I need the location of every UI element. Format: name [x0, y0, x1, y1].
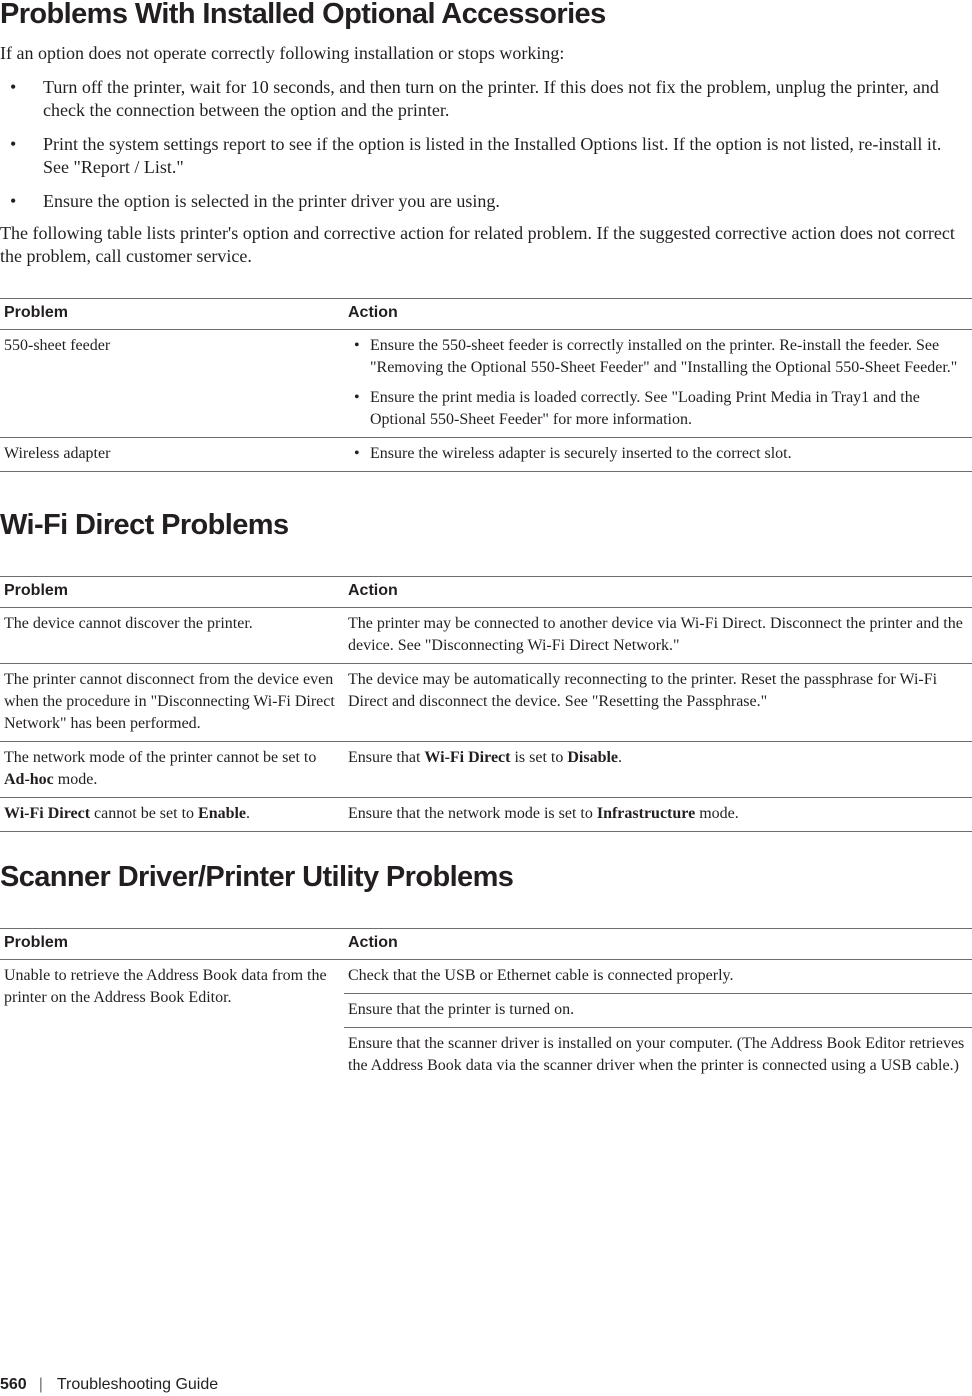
- intro-paragraph: If an option does not operate correctly following installation or stops working:: [0, 43, 565, 63]
- action-cell: Ensure that the printer is turned on.: [344, 994, 972, 1028]
- disable-keyword: Disable: [567, 749, 619, 766]
- list-item: • Ensure the print media is loaded correctly. See "Loading Print Media in Tray1 and the Optional 550-Sheet Feeder" for more information.: [354, 389, 920, 428]
- bullet-icon: •: [10, 77, 17, 97]
- bullet-icon: •: [354, 389, 360, 406]
- bullet-icon: •: [10, 134, 17, 154]
- section-title-optional-accessories: Problems With Installed Optional Accessories: [0, 0, 606, 30]
- wifi-direct-table: [0, 576, 972, 832]
- bullet-icon: •: [354, 445, 360, 462]
- action-cell: The device may be automatically reconnecting to the printer. Reset the passphrase for Wi-Fi Direct and disconnect the device. See "Resetting the Passphrase.": [344, 664, 972, 742]
- table-row: [0, 664, 972, 742]
- footer-separator: |: [38, 1376, 43, 1393]
- section-title-scanner-driver: Scanner Driver/Printer Utility Problems: [0, 861, 514, 893]
- infrastructure-keyword: Infrastructure: [596, 805, 696, 822]
- column-header-problem: Problem: [0, 577, 344, 608]
- problem-cell: Wi-Fi Direct cannot be set to Enable.: [0, 798, 344, 832]
- action-cell: Check that the USB or Ethernet cable is connected properly.: [344, 960, 972, 994]
- problem-cell: The printer cannot disconnect from the device even when the procedure in "Disconnecting Wi-Fi Direct Network" has been performed.: [0, 664, 344, 742]
- column-header-action: Action: [344, 929, 972, 960]
- table-row: [0, 438, 972, 472]
- action-cell: [344, 330, 972, 438]
- table-header-row: [0, 577, 972, 608]
- guide-title: Troubleshooting Guide: [56, 1376, 219, 1393]
- list-item: • Print the system settings report to see if the option is listed in the Installed Options list. If the option is not listed, re-install it. See "Report / List.": [10, 134, 942, 177]
- optional-accessories-table: [0, 298, 972, 472]
- page-number: 560: [0, 1376, 27, 1393]
- table-intro-paragraph: The following table lists printer's option and corrective action for related problem. If the suggested corrective action does not correct the problem, call customer service.: [0, 223, 955, 266]
- column-header-action: Action: [344, 577, 972, 608]
- problem-cell: The device cannot discover the printer.: [0, 608, 344, 664]
- problem-cell: The network mode of the printer cannot be set to Ad-hoc mode.: [0, 742, 344, 798]
- table-header-row: [0, 299, 972, 330]
- scanner-driver-table: [0, 928, 972, 1083]
- problem-cell: 550-sheet feeder: [0, 330, 344, 438]
- list-item: • Ensure the wireless adapter is securely inserted to the correct slot.: [348, 443, 968, 465]
- action-cell: The printer may be connected to another device via Wi-Fi Direct. Disconnect the printer and the device. See "Disconnecting Wi-Fi Direct Network.": [344, 608, 972, 664]
- page-footer: [0, 1376, 218, 1394]
- table-row: [0, 798, 972, 832]
- adhoc-keyword: Ad-hoc: [4, 771, 54, 788]
- action-cell: Ensure that the scanner driver is installed on your computer. (The Address Book Editor retrieves the Address Book data via the scanner driver when the printer is connected using a USB cable.): [348, 1035, 965, 1074]
- section-title-wifi-direct: Wi-Fi Direct Problems: [0, 509, 289, 541]
- wifi-direct-keyword: Wi-Fi Direct: [4, 805, 91, 822]
- bullet-icon: •: [354, 337, 360, 354]
- table-row: [0, 960, 972, 994]
- list-item: • Turn off the printer, wait for 10 seconds, and then turn on the printer. If this does not fix the problem, unplug the printer, and check the connection between the option and the printer.: [10, 77, 939, 120]
- action-cell: [344, 438, 972, 472]
- table-row: [0, 330, 972, 438]
- enable-keyword: Enable: [198, 805, 247, 822]
- list-item: • Ensure the 550-sheet feeder is correctly installed on the printer. Re-install the feeder. See "Removing the Optional 550-Sheet Feeder" and "Installing the Optional 550-Sheet Feeder.": [354, 337, 958, 376]
- column-header-problem: Problem: [0, 299, 344, 330]
- wifi-direct-keyword: Wi-Fi Direct: [424, 749, 511, 766]
- table-header-row: [0, 929, 972, 960]
- table-row: [0, 742, 972, 798]
- problem-cell: Wireless adapter: [0, 438, 344, 472]
- action-cell: Ensure that Wi-Fi Direct is set to Disable.: [344, 742, 972, 798]
- troubleshoot-steps-list: [0, 76, 970, 224]
- problem-cell: Unable to retrieve the Address Book data from the printer on the Address Book Editor.: [4, 967, 327, 1006]
- action-cell: Ensure that the network mode is set to Infrastructure mode.: [344, 798, 972, 832]
- bullet-icon: •: [10, 191, 17, 211]
- column-header-problem: Problem: [0, 929, 344, 960]
- table-row: [0, 608, 972, 664]
- column-header-action: Action: [344, 299, 972, 330]
- list-item: • Ensure the option is selected in the printer driver you are using.: [10, 191, 500, 211]
